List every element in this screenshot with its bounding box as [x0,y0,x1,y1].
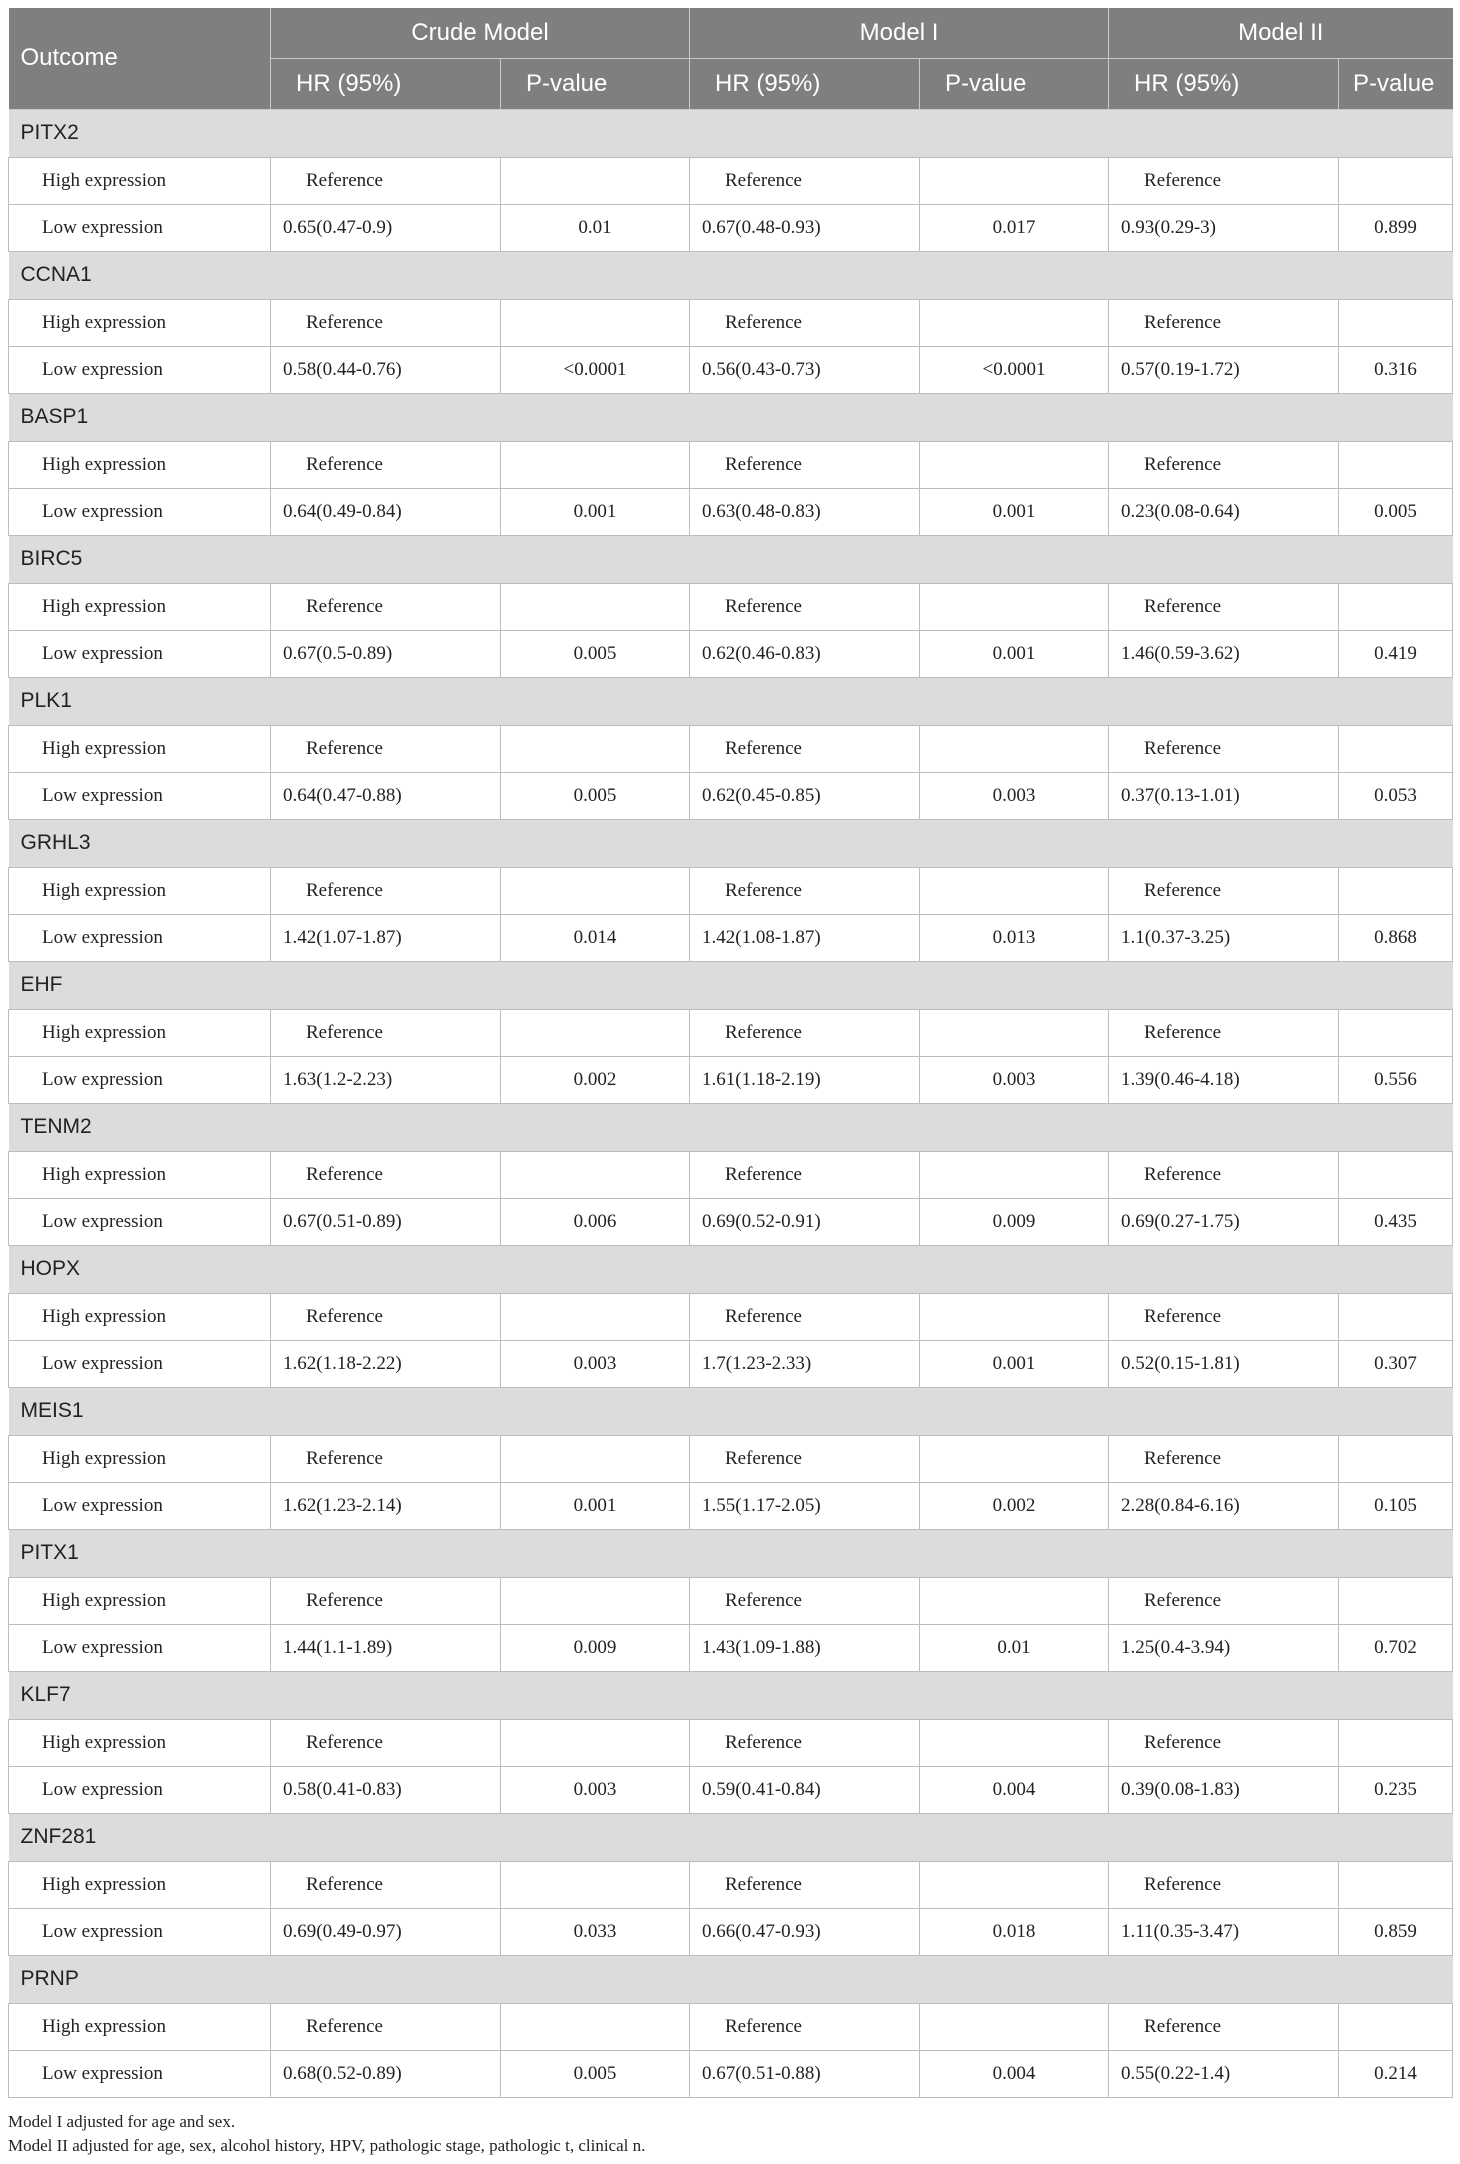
gene-row [9,1245,1453,1293]
p-value [920,1293,1109,1340]
hr-value: Reference [690,583,920,630]
hr-value: Reference [690,725,920,772]
p-value: 0.002 [501,1056,690,1103]
gene-row [9,535,1453,583]
p-value: 0.01 [501,204,690,251]
p-value [501,725,690,772]
gene-name: PRNP [9,1955,1453,2003]
p-value: 0.003 [920,1056,1109,1103]
hr-value: Reference [1109,299,1339,346]
hr-value: Reference [690,1293,920,1340]
p-value: 0.005 [501,630,690,677]
p-value [1339,2003,1453,2050]
p-value: 0.003 [501,1766,690,1813]
p-value: 0.004 [920,1766,1109,1813]
p-value: 0.01 [920,1624,1109,1671]
table-body [9,109,1453,2097]
p-value: 0.235 [1339,1766,1453,1813]
table-row [9,914,1453,961]
hazard-ratio-table [8,8,1453,2098]
p-value [1339,157,1453,204]
p-value: 0.435 [1339,1198,1453,1245]
table-row [9,157,1453,204]
p-value [1339,1293,1453,1340]
footnote-model-ii: Model II adjusted for age, sex, alcohol history, HPV, pathologic stage, pathologic t, clinical n. [8,2136,646,2155]
gene-name: HOPX [9,1245,1453,1293]
hr-value: 1.46(0.59-3.62) [1109,630,1339,677]
row-label: Low expression [9,1624,271,1671]
hr-value: Reference [1109,2003,1339,2050]
results-table-container [8,8,1452,2098]
hr-value: Reference [271,1719,501,1766]
p-value [1339,1151,1453,1198]
p-value [501,2003,690,2050]
p-value [1339,299,1453,346]
hr-value: Reference [1109,157,1339,204]
gene-row [9,1955,1453,2003]
p-value: 0.003 [920,772,1109,819]
row-label: High expression [9,1577,271,1624]
p-value [920,583,1109,630]
row-label: High expression [9,725,271,772]
hr-value: Reference [271,1861,501,1908]
p-value: 0.014 [501,914,690,961]
hr-value: 1.39(0.46-4.18) [1109,1056,1339,1103]
hr-value: 0.52(0.15-1.81) [1109,1340,1339,1387]
hr-value: 0.39(0.08-1.83) [1109,1766,1339,1813]
p-value: 0.002 [920,1482,1109,1529]
row-label: Low expression [9,1766,271,1813]
hr-value: Reference [690,299,920,346]
hr-value: Reference [271,583,501,630]
hr-value: 0.37(0.13-1.01) [1109,772,1339,819]
hr-value: 0.59(0.41-0.84) [690,1766,920,1813]
table-row [9,204,1453,251]
hr-value: 0.64(0.49-0.84) [271,488,501,535]
hr-value: Reference [690,2003,920,2050]
hr-value: Reference [690,157,920,204]
crude-hr-header: HR (95%) [271,58,501,109]
hr-value: 0.23(0.08-0.64) [1109,488,1339,535]
hr-value: 0.69(0.27-1.75) [1109,1198,1339,1245]
p-value: 0.001 [501,1482,690,1529]
p-value: 0.001 [920,1340,1109,1387]
hr-value: Reference [271,157,501,204]
table-row [9,299,1453,346]
row-label: Low expression [9,1198,271,1245]
hr-value: 0.56(0.43-0.73) [690,346,920,393]
table-row [9,1482,1453,1529]
row-label: High expression [9,2003,271,2050]
hr-value: Reference [271,299,501,346]
hr-value: Reference [1109,1151,1339,1198]
row-label: High expression [9,1719,271,1766]
gene-row [9,1103,1453,1151]
gene-name: PITX2 [9,109,1453,157]
hr-value: 0.62(0.45-0.85) [690,772,920,819]
table-row [9,346,1453,393]
p-value: 0.419 [1339,630,1453,677]
hr-value: 0.66(0.47-0.93) [690,1908,920,1955]
hr-value: Reference [271,1577,501,1624]
gene-row [9,1529,1453,1577]
p-value: 0.899 [1339,204,1453,251]
table-footnotes [8,2110,1452,2158]
p-value: 0.009 [501,1624,690,1671]
p-value: 0.307 [1339,1340,1453,1387]
p-value: 0.018 [920,1908,1109,1955]
row-label: Low expression [9,630,271,677]
table-row [9,725,1453,772]
row-label: Low expression [9,204,271,251]
p-value [920,1009,1109,1056]
hr-value: 2.28(0.84-6.16) [1109,1482,1339,1529]
model-ii-hr-header: HR (95%) [1109,58,1339,109]
p-value: <0.0001 [501,346,690,393]
row-label: High expression [9,867,271,914]
p-value: 0.001 [501,488,690,535]
table-row [9,1577,1453,1624]
p-value [920,725,1109,772]
hr-value: Reference [271,1151,501,1198]
hr-value: Reference [690,867,920,914]
p-value: 0.033 [501,1908,690,1955]
hr-value: 1.43(1.09-1.88) [690,1624,920,1671]
p-value: 0.005 [501,772,690,819]
row-label: Low expression [9,914,271,961]
table-row [9,2003,1453,2050]
table-row [9,1198,1453,1245]
table-row [9,1151,1453,1198]
table-row [9,1293,1453,1340]
p-value [501,1151,690,1198]
row-label: Low expression [9,1056,271,1103]
p-value [920,2003,1109,2050]
hr-value: 0.64(0.47-0.88) [271,772,501,819]
hr-value: 0.58(0.41-0.83) [271,1766,501,1813]
row-label: Low expression [9,1340,271,1387]
table-row [9,1340,1453,1387]
hr-value: 1.25(0.4-3.94) [1109,1624,1339,1671]
gene-name: PITX1 [9,1529,1453,1577]
hr-value: Reference [271,1009,501,1056]
p-value [501,1861,690,1908]
row-label: High expression [9,583,271,630]
p-value [501,441,690,488]
model-ii-header: Model II [1109,8,1453,58]
gene-row [9,1387,1453,1435]
p-value: 0.006 [501,1198,690,1245]
p-value [1339,1861,1453,1908]
table-row [9,1861,1453,1908]
hr-value: Reference [690,1151,920,1198]
hr-value: 0.55(0.22-1.4) [1109,2050,1339,2097]
row-label: Low expression [9,1908,271,1955]
p-value: 0.105 [1339,1482,1453,1529]
hr-value: Reference [1109,1009,1339,1056]
row-label: Low expression [9,2050,271,2097]
hr-value: 1.55(1.17-2.05) [690,1482,920,1529]
table-row [9,630,1453,677]
hr-value: Reference [690,441,920,488]
gene-row [9,1671,1453,1719]
table-row [9,867,1453,914]
hr-value: 0.67(0.48-0.93) [690,204,920,251]
hr-value: Reference [271,725,501,772]
p-value [501,1577,690,1624]
p-value: 0.001 [920,630,1109,677]
model-ii-p-header: P-value [1339,58,1453,109]
p-value: 0.316 [1339,346,1453,393]
p-value: 0.702 [1339,1624,1453,1671]
hr-value: 1.63(1.2-2.23) [271,1056,501,1103]
hr-value: Reference [271,1435,501,1482]
hr-value: Reference [1109,1293,1339,1340]
p-value [501,1009,690,1056]
table-row [9,1624,1453,1671]
p-value: 0.053 [1339,772,1453,819]
p-value: 0.556 [1339,1056,1453,1103]
hr-value: Reference [1109,1719,1339,1766]
p-value [1339,725,1453,772]
hr-value: 0.65(0.47-0.9) [271,204,501,251]
p-value: 0.009 [920,1198,1109,1245]
hr-value: 1.62(1.18-2.22) [271,1340,501,1387]
p-value [501,1719,690,1766]
p-value [920,1151,1109,1198]
p-value [501,299,690,346]
p-value: 0.214 [1339,2050,1453,2097]
hr-value: 1.7(1.23-2.33) [690,1340,920,1387]
hr-value: Reference [271,441,501,488]
p-value: 0.004 [920,2050,1109,2097]
p-value: 0.005 [501,2050,690,2097]
p-value [1339,1577,1453,1624]
gene-row [9,251,1453,299]
crude-p-header: P-value [501,58,690,109]
hr-value: Reference [1109,725,1339,772]
p-value: <0.0001 [920,346,1109,393]
row-label: High expression [9,299,271,346]
table-row [9,1766,1453,1813]
p-value [920,157,1109,204]
p-value: 0.005 [1339,488,1453,535]
gene-row [9,1813,1453,1861]
hr-value: Reference [271,2003,501,2050]
p-value [1339,1009,1453,1056]
p-value [501,583,690,630]
gene-row [9,961,1453,1009]
p-value [920,1435,1109,1482]
table-row [9,1435,1453,1482]
gene-row [9,677,1453,725]
table-row [9,1719,1453,1766]
hr-value: 0.57(0.19-1.72) [1109,346,1339,393]
footnote-model-i: Model I adjusted for age and sex. [8,2112,236,2131]
hr-value: 0.62(0.46-0.83) [690,630,920,677]
gene-name: BASP1 [9,393,1453,441]
gene-name: GRHL3 [9,819,1453,867]
p-value [920,1719,1109,1766]
hr-value: 1.42(1.07-1.87) [271,914,501,961]
gene-name: EHF [9,961,1453,1009]
hr-value: Reference [1109,1577,1339,1624]
table-row [9,1908,1453,1955]
gene-name: TENM2 [9,1103,1453,1151]
gene-name: PLK1 [9,677,1453,725]
p-value: 0.013 [920,914,1109,961]
table-row [9,772,1453,819]
gene-name: CCNA1 [9,251,1453,299]
row-label: High expression [9,1293,271,1340]
hr-value: 0.93(0.29-3) [1109,204,1339,251]
hr-value: 0.69(0.52-0.91) [690,1198,920,1245]
gene-name: ZNF281 [9,1813,1453,1861]
row-label: Low expression [9,772,271,819]
p-value [1339,1719,1453,1766]
table-row [9,1009,1453,1056]
p-value [501,157,690,204]
p-value: 0.001 [920,488,1109,535]
hr-value: 1.42(1.08-1.87) [690,914,920,961]
hr-value: Reference [690,1577,920,1624]
table-row [9,583,1453,630]
hr-value: Reference [1109,441,1339,488]
hr-value: 0.58(0.44-0.76) [271,346,501,393]
hr-value: 1.11(0.35-3.47) [1109,1908,1339,1955]
hr-value: 0.68(0.52-0.89) [271,2050,501,2097]
p-value: 0.859 [1339,1908,1453,1955]
hr-value: 0.69(0.49-0.97) [271,1908,501,1955]
gene-row [9,393,1453,441]
row-label: High expression [9,1009,271,1056]
row-label: Low expression [9,346,271,393]
hr-value: Reference [1109,1435,1339,1482]
p-value [1339,441,1453,488]
gene-name: BIRC5 [9,535,1453,583]
p-value [501,867,690,914]
hr-value: Reference [690,1435,920,1482]
crude-model-header: Crude Model [271,8,690,58]
p-value [920,1577,1109,1624]
p-value [501,1293,690,1340]
p-value: 0.017 [920,204,1109,251]
table-header [9,8,1453,109]
hr-value: Reference [271,867,501,914]
hr-value: 0.67(0.5-0.89) [271,630,501,677]
row-label: High expression [9,1861,271,1908]
row-label: Low expression [9,1482,271,1529]
p-value [1339,583,1453,630]
hr-value: Reference [1109,1861,1339,1908]
row-label: Low expression [9,488,271,535]
row-label: High expression [9,1435,271,1482]
hr-value: 1.62(1.23-2.14) [271,1482,501,1529]
model-i-header: Model I [690,8,1109,58]
gene-row [9,819,1453,867]
hr-value: 0.63(0.48-0.83) [690,488,920,535]
hr-value: 1.1(0.37-3.25) [1109,914,1339,961]
outcome-header: Outcome [9,8,271,109]
row-label: High expression [9,157,271,204]
hr-value: Reference [1109,583,1339,630]
table-row [9,2050,1453,2097]
p-value: 0.868 [1339,914,1453,961]
hr-value: Reference [690,1719,920,1766]
table-row [9,1056,1453,1103]
p-value [920,299,1109,346]
hr-value: Reference [271,1293,501,1340]
p-value [920,867,1109,914]
p-value [1339,867,1453,914]
p-value [920,1861,1109,1908]
hr-value: 0.67(0.51-0.89) [271,1198,501,1245]
hr-value: 0.67(0.51-0.88) [690,2050,920,2097]
gene-row [9,109,1453,157]
hr-value: 1.44(1.1-1.89) [271,1624,501,1671]
p-value: 0.003 [501,1340,690,1387]
p-value [501,1435,690,1482]
row-label: High expression [9,1151,271,1198]
gene-name: KLF7 [9,1671,1453,1719]
hr-value: 1.61(1.18-2.19) [690,1056,920,1103]
model-i-p-header: P-value [920,58,1109,109]
hr-value: Reference [1109,867,1339,914]
row-label: High expression [9,441,271,488]
gene-name: MEIS1 [9,1387,1453,1435]
p-value [1339,1435,1453,1482]
table-row [9,488,1453,535]
hr-value: Reference [690,1861,920,1908]
model-i-hr-header: HR (95%) [690,58,920,109]
p-value [920,441,1109,488]
table-row [9,441,1453,488]
hr-value: Reference [690,1009,920,1056]
